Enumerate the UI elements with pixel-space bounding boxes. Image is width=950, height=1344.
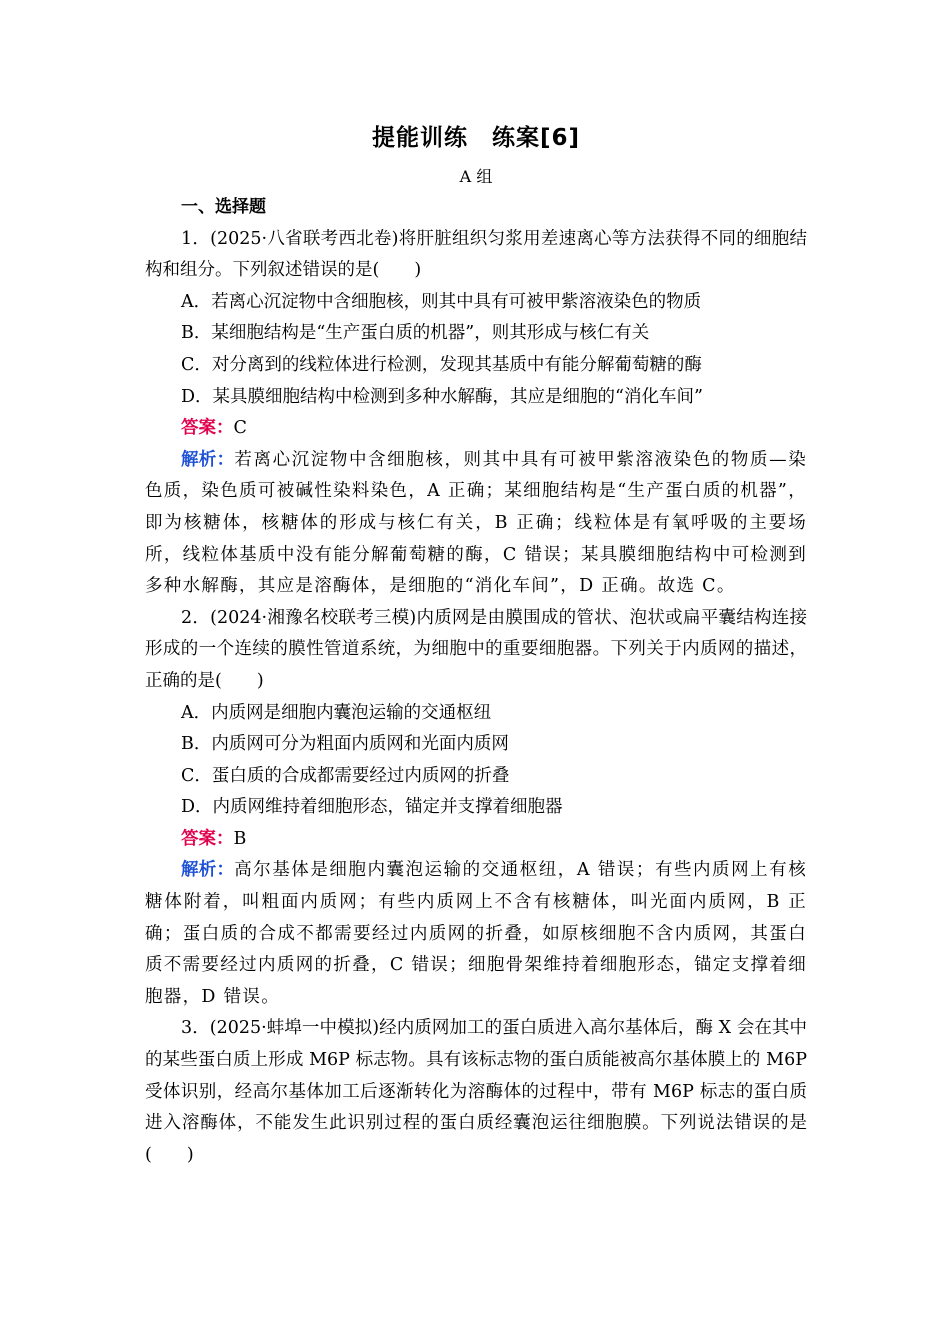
answer-label: 答案： [181,418,234,439]
explanation-label: 解析： [181,449,235,470]
option-a: A．若离心沉淀物中含细胞核，则其中具有可被甲紫溶液染色的物质 [181,291,702,312]
document-page [145,118,807,1171]
question-stem: 1．(2025·八省联考西北卷)将肝脏组织匀浆用差速离心等方法获得不同的细胞结构和组分。下列叙述错误的是( ) [145,228,807,281]
explanation-text: 高尔基体是细胞内囊泡运输的交通枢纽，A 错误；有些内质网上有核糖体附着，叫粗面内质网；有些内质网上不含有核糖体，叫光面内质网，B 正确；蛋白质的合成不都需要经过内质网的折叠，如原核细胞不含内质网，其蛋白质不需要经过内质网的折叠，C 错误；细胞骨架维持着细胞形态，锚定支撑着细胞器，D 错误。 [145,860,807,1007]
option-a: A．内质网是细胞内囊泡运输的交通枢纽 [181,702,492,723]
section-heading: 一、选择题 [181,197,266,217]
question-stem: 3．(2025·蚌埠一中模拟)经内质网加工的蛋白质进入高尔基体后，酶 X 会在其中的某些蛋白质上形成 M6P 标志物。具有该标志物的蛋白质能被高尔基体膜上的 M6P 受体识别，经高尔基体加工后逐渐转化为溶酶体的过程中，带有 M6P 标志的蛋白质进入溶酶体，不能发生此识别过程的蛋白质经囊泡运往细胞膜。下列说法错误的是( ) [145,1018,807,1165]
option-d: D．内质网维持着细胞形态，锚定并支撑着细胞器 [181,797,563,818]
page-title: 提能训练 练案[6] [371,125,581,151]
answer-value: B [233,828,247,849]
option-d: D．某具膜细胞结构中检测到多种水解酶，其应是细胞的“消化车间” [181,386,703,407]
question-stem: 2．(2024·湘豫名校联考三模)内质网是由膜围成的管状、泡状或扁平囊结构连接形成的一个连续的膜性管道系统，为细胞中的重要细胞器。下列关于内质网的描述，正确的是( ) [145,607,807,691]
option-c: C．对分离到的线粒体进行检测，发现其基质中有能分解葡萄糖的酶 [181,354,702,375]
option-b: B．某细胞结构是“生产蛋白质的机器”，则其形成与核仁有关 [181,323,650,344]
option-c: C．蛋白质的合成都需要经过内质网的折叠 [181,765,510,786]
answer-label: 答案： [181,828,234,849]
explanation-label: 解析： [181,860,235,881]
answer-line [145,413,807,445]
question-3 [145,1013,807,1171]
group-label: A 组 [459,167,493,186]
explanation [145,445,807,603]
question-1 [145,224,807,603]
explanation-text: 若离心沉淀物中含细胞核，则其中具有可被甲紫溶液染色的物质—染色质，染色质可被碱性染料染色，A 正确；某细胞结构是“生产蛋白质的机器”，即为核糖体，核糖体的形成与核仁有关，B 正确；线粒体是有氧呼吸的主要场所，线粒体基质中没有能分解葡萄糖的酶，C 错误；某具膜细胞结构中可检测到多种水解酶，其应是溶酶体，是细胞的“消化车间”，D 正确。故选 C。 [145,449,807,597]
answer-value: C [233,418,247,439]
option-b: B．内质网可分为粗面内质网和光面内质网 [181,734,509,755]
question-2 [145,603,807,1014]
answer-line [145,824,807,856]
explanation [145,855,807,1013]
